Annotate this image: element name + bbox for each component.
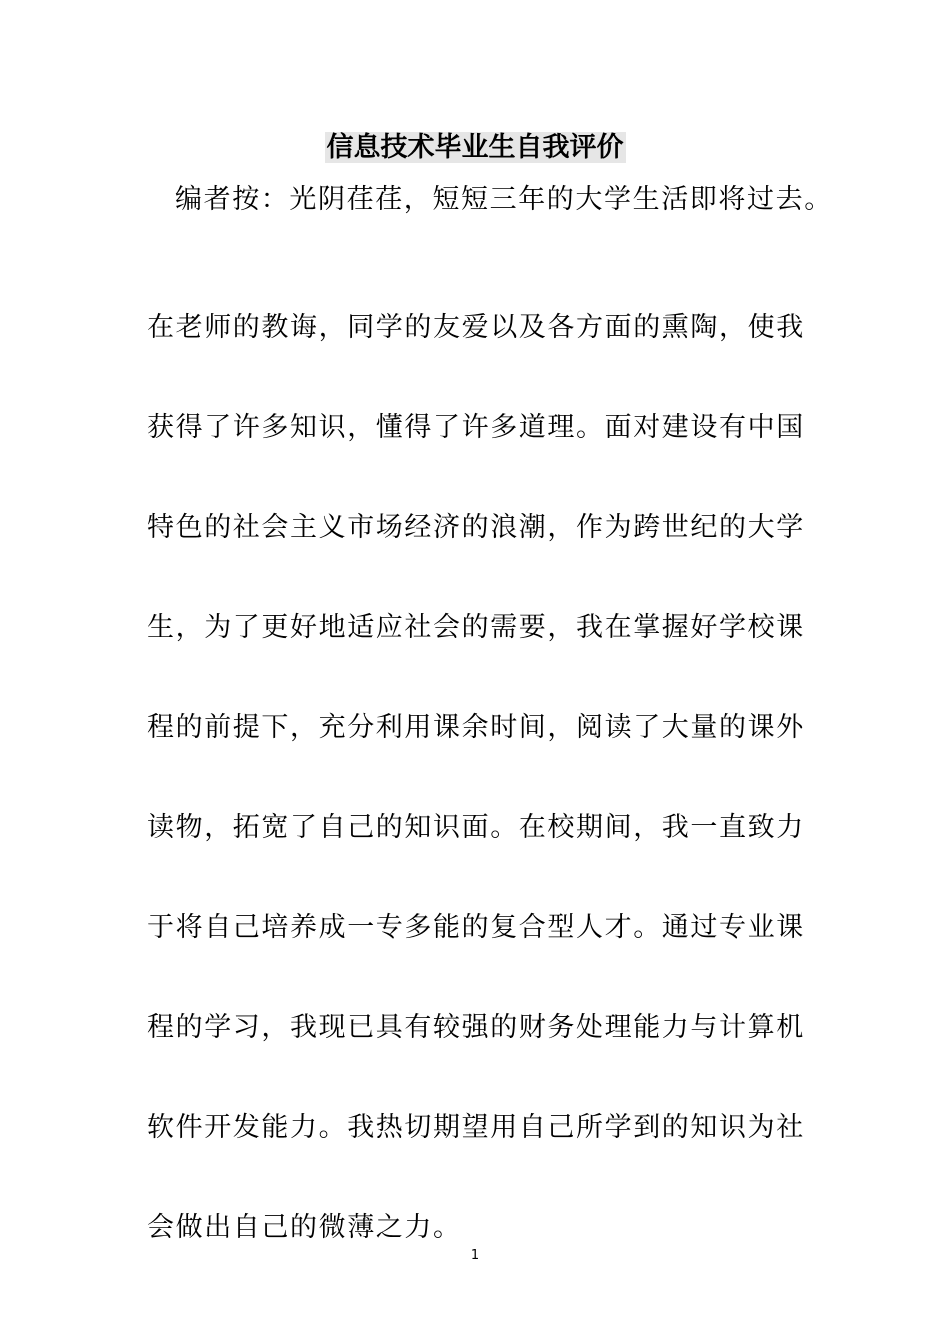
body-line: 软件开发能力。我热切期望用自己所学到的知识为社 [147,1112,805,1143]
body-line: 编者按：光阴荏荏，短短三年的大学生活即将过去。 [175,184,833,215]
body-line: 程的前提下，充分利用课余时间，阅读了大量的课外 [147,712,805,743]
body-line: 获得了许多知识，懂得了许多道理。面对建设有中国 [147,412,805,443]
body-line: 特色的社会主义市场经济的浪潮，作为跨世纪的大学 [147,512,805,543]
body-line: 会做出自己的微薄之力。 [147,1212,462,1243]
body-line: 程的学习，我现已具有较强的财务处理能力与计算机 [147,1012,805,1043]
body-line: 读物，拓宽了自己的知识面。在校期间，我一直致力 [147,812,805,843]
body-line: 在老师的教诲，同学的友爱以及各方面的熏陶，使我 [147,312,805,343]
document-title-text: 信息技术毕业生自我评价 [326,132,624,163]
document-title [0,128,950,168]
body-line: 于将自己培养成一专多能的复合型人才。通过专业课 [147,912,805,943]
document-body [147,178,833,1278]
page-number: 1 [470,1248,480,1263]
body-line: 生，为了更好地适应社会的需要，我在掌握好学校课 [147,612,805,643]
